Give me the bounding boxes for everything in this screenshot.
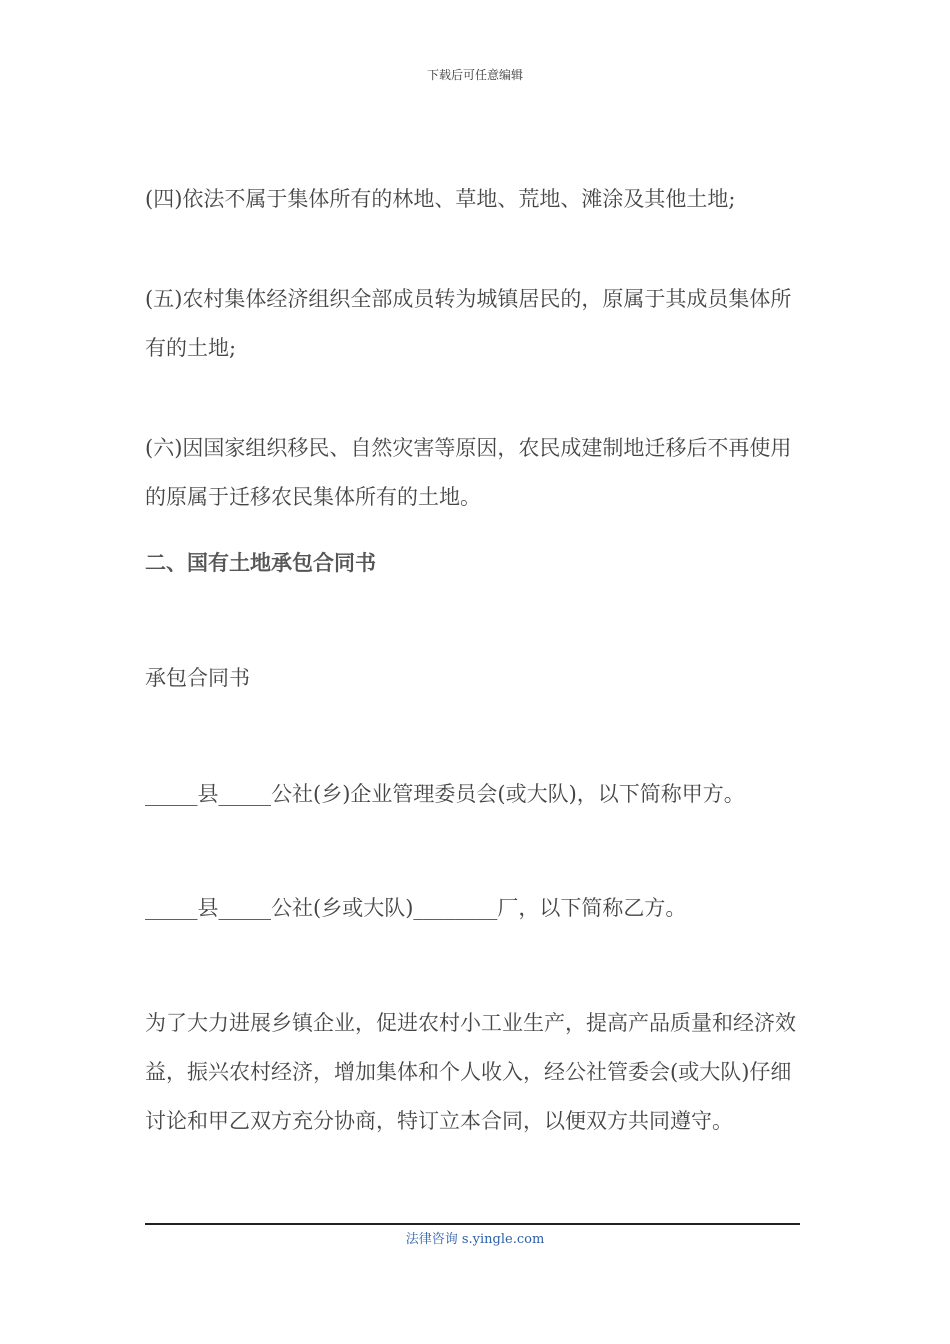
- party-a-line: _____县_____公社(乡)企业管理委员会(或大队)，以下简称甲方。: [145, 782, 745, 806]
- footer-divider: [145, 1223, 800, 1225]
- clause-five: (五)农村集体经济组织全部成员转为城镇居民的，原属于其成员集体所有的土地;: [145, 287, 792, 360]
- page-header: 下载后可任意编辑: [426, 68, 523, 82]
- footer-link[interactable]: 法律咨询 s.yingle.com: [405, 1232, 545, 1247]
- clause-four: (四)依法不属于集体所有的林地、草地、荒地、滩涂及其他土地;: [145, 187, 736, 211]
- section-heading: 二、国有土地承包合同书: [145, 551, 376, 575]
- contract-title: 承包合同书: [145, 666, 250, 690]
- preamble-paragraph: 为了大力进展乡镇企业，促进农村小工业生产，提高产品质量和经济效益，振兴农村经济，增加集体和个人收入，经公社管委会(或大队)仔细讨论和甲乙双方充分协商，特订立本合同，以便双方共同遵守。: [145, 1011, 796, 1133]
- party-b-line: _____县_____公社(乡或大队)________厂，以下简称乙方。: [145, 896, 687, 920]
- clause-six: (六)因国家组织移民、自然灾害等原因，农民成建制地迁移后不再使用的原属于迁移农民集体所有的土地。: [145, 436, 792, 509]
